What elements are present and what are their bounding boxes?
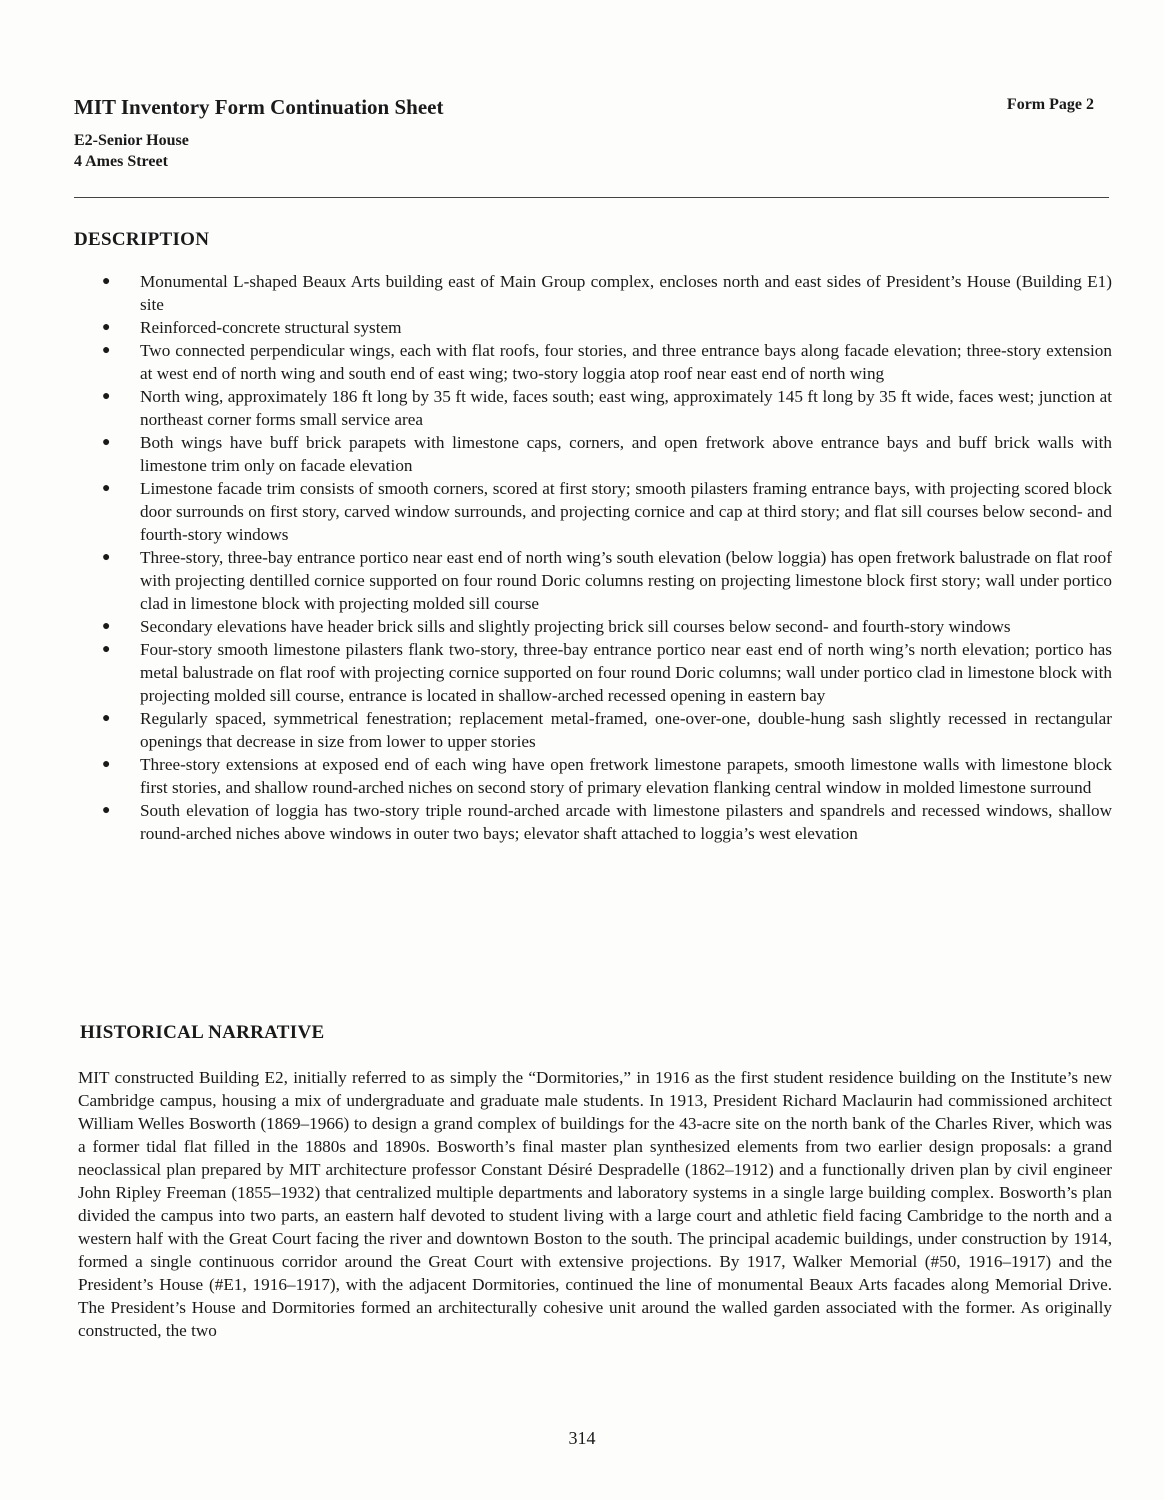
bullet-icon: ● <box>102 711 111 726</box>
form-title: MIT Inventory Form Continuation Sheet <box>74 95 444 119</box>
list-item: ● Three-story extensions at exposed end of each wing have open fretwork limestone parapets, smooth limestone walls with limestone block first stories, and shallow round-arched niches on second story of primary elevation flanking central window in molded limestone surround <box>102 755 1112 797</box>
page-number: 314 <box>568 1428 596 1448</box>
bullet-icon: ● <box>102 343 111 358</box>
bullet-icon: ● <box>102 757 111 772</box>
list-item: ● North wing, approximately 186 ft long by 35 ft wide, faces south; east wing, approximately 145 ft long by 35 ft wide, faces west; junction at northeast corner forms small service area <box>102 387 1112 429</box>
header-divider <box>74 197 1109 198</box>
list-item: ● Four-story smooth limestone pilasters flank two-story, three-bay entrance portico near east end of north wing’s north elevation; portico has metal balustrade on flat roof with projecting cornice supported on four round Doric columns; wall under portico clad in limestone block with projecting molded sill course, entrance is located in shallow-arched recessed opening in eastern bay <box>102 640 1112 705</box>
list-item: ● Two connected perpendicular wings, each with flat roofs, four stories, and three entrance bays along facade elevation; three-story extension at west end of north wing and south end of east wing; two-story loggia atop roof near east end of north wing <box>102 341 1112 383</box>
bullet-icon: ● <box>102 389 111 404</box>
description-list <box>98 270 1112 845</box>
description-heading: DESCRIPTION <box>74 229 210 250</box>
bullet-icon: ● <box>102 619 111 634</box>
list-item: ● Monumental L-shaped Beaux Arts building east of Main Group complex, encloses north and east sides of President’s House (Building E1) site <box>102 272 1112 314</box>
building-name: E2-Senior House <box>74 132 189 149</box>
form-page-label: Form Page 2 <box>1006 96 1094 113</box>
bullet-icon: ● <box>102 274 111 289</box>
list-item: ● South elevation of loggia has two-story triple round-arched arcade with limestone pilasters and spandrels and recessed windows, shallow round-arched niches above windows in outer two bays; elevator shaft attached to loggia’s west elevation <box>102 801 1112 843</box>
bullet-icon: ● <box>102 550 111 565</box>
bullet-icon: ● <box>102 481 111 496</box>
list-item: ● Secondary elevations have header brick sills and slightly projecting brick sill courses below second- and fourth-story windows <box>102 617 1011 636</box>
historical-narrative-heading: HISTORICAL NARRATIVE <box>80 1022 325 1043</box>
historical-narrative-paragraph: MIT constructed Building E2, initially referred to as simply the “Dormitories,” in 1916 as the first student residence building on the Institute’s new Cambridge campus, housing a mix of undergraduate and graduate male students. In 1913, President Richard Maclaurin had commissioned architect William Welles Bosworth (1869–1966) to design a grand complex of buildings for the 43-acre site on the north bank of the Charles River, which was a former tidal flat filled in the 1880s and 1890s. Bosworth’s final master plan synthesized elements from two earlier design proposals: a grand neoclassical plan prepared by MIT architecture professor Constant Désiré Despradelle (1862–1912) and a functionally driven plan by civil engineer John Ripley Freeman (1855–1932) that centralized multiple departments and laboratory systems in a single large building complex. Bosworth’s plan divided the campus into two parts, an eastern half devoted to student living with a large court and athletic field facing Cambridge to the north and a western half with the Great Court facing the river and downtown Boston to the south. The principal academic buildings, under construction by 1914, formed a single continuous corridor around the Great Court with extensive projections. By 1917, Walker Memorial (#50, 1916–1917) and the President’s House (#E1, 1916–1917), with the adjacent Dormitories, continued the line of monumental Beaux Arts facades along Memorial Drive. The President’s House and Dormitories formed an architecturally cohesive unit around the walled garden associated with the former. As originally constructed, the two <box>78 1068 1112 1340</box>
bullet-icon: ● <box>102 320 111 335</box>
page-header <box>74 94 1094 172</box>
bullet-icon: ● <box>102 435 111 450</box>
list-item: ● Reinforced-concrete structural system <box>102 318 402 337</box>
building-address: 4 Ames Street <box>74 153 168 170</box>
list-item: ● Three-story, three-bay entrance portico near east end of north wing’s south elevation (below loggia) has open fretwork balustrade on flat roof with projecting dentilled cornice supported on four round Doric columns resting on projecting limestone block first story; wall under portico clad in limestone block with projecting molded sill course <box>102 548 1112 613</box>
list-item: ● Both wings have buff brick parapets with limestone caps, corners, and open fretwork above entrance bays and buff brick walls with limestone trim only on facade elevation <box>102 433 1112 475</box>
bullet-icon: ● <box>102 803 111 818</box>
list-item: ● Regularly spaced, symmetrical fenestration; replacement metal-framed, one-over-one, double-hung sash slightly recessed in rectangular openings that decrease in size from lower to upper stories <box>102 709 1112 751</box>
bullet-icon: ● <box>102 642 111 657</box>
list-item: ● Limestone facade trim consists of smooth corners, scored at first story; smooth pilasters framing entrance bays, with projecting scored block door surrounds on first story, carved window surrounds, and projecting cornice and cap at third story; and flat sill courses below second- and fourth-story windows <box>102 479 1112 544</box>
